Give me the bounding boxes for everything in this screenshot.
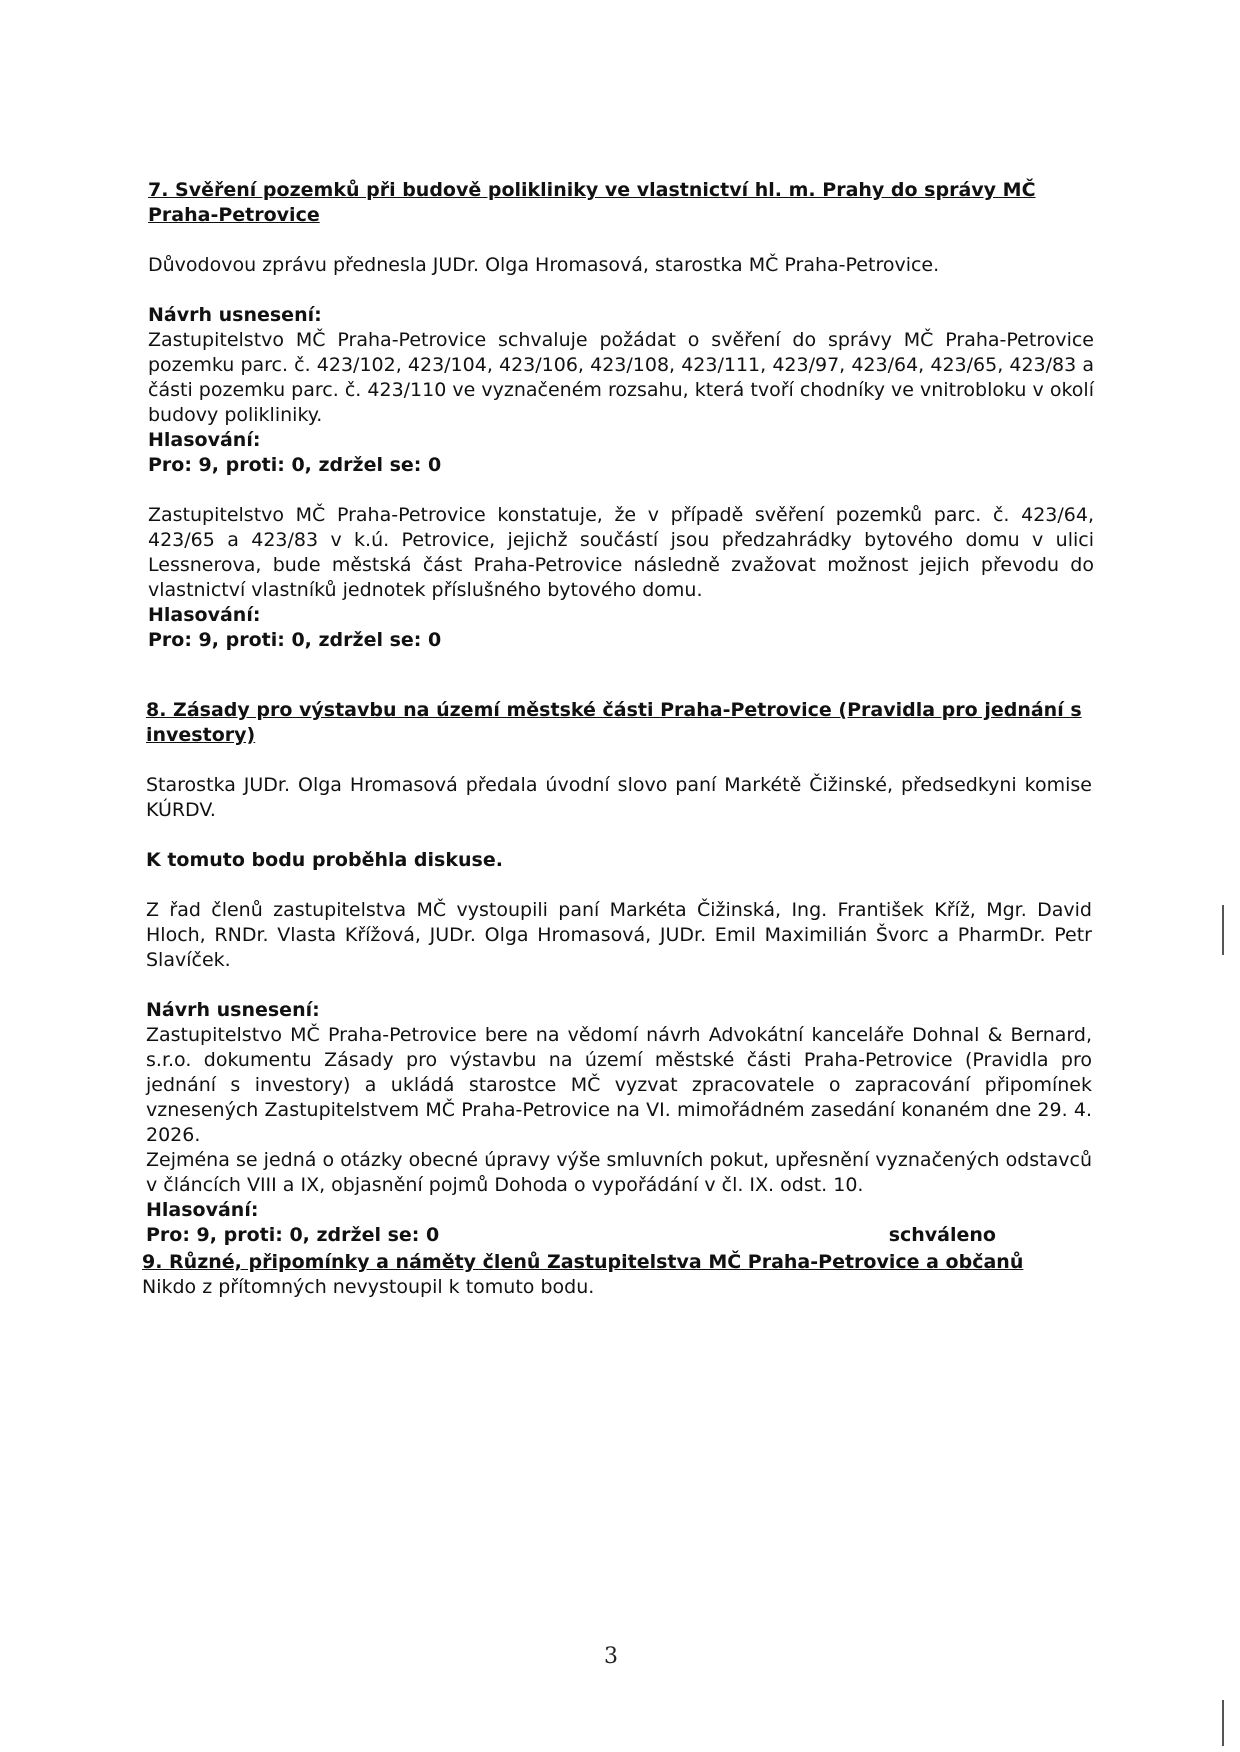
section-8-heading: 8. Zásady pro výstavbu na území městské části Praha-Petrovice (Pravidla pro jednání s investory) [146,699,1082,746]
section-8-discussion: K tomuto bodu proběhla diskuse. [146,849,503,871]
section-8-voting-result: Pro: 9, proti: 0, zdržel se: 0 [146,1224,440,1246]
section-7-intro: Důvodovou zprávu přednesla JUDr. Olga Hromasová, starostka MČ Praha-Petrovice. [148,254,940,276]
section-7-heading: 7. Svěření pozemků při budově polikliniky ve vlastnictví hl. m. Prahy do správy MČ Praha-Petrovice [148,179,1036,226]
section-8-voting-row [146,1223,1092,1248]
section-7-second-text: Zastupitelstvo MČ Praha-Petrovice konstatuje, že v případě svěření pozemků parc. č. 423/64, 423/65 a 423/83 v k.ú. Petrovice, jejichž součástí jsou předzahrádky bytového domu v ulici Lessnerova, bude městská část Praha-Petrovice následně zvažovat možnost jejich převodu do vlastnictví vlastníků jednotek příslušného bytového domu. [148,504,1094,601]
section-8-proposal-text: Zastupitelstvo MČ Praha-Petrovice bere na vědomí návrh Advokátní kanceláře Dohnal & Bernard, s.r.o. dokumentu Zásady pro výstavbu na území městské části Praha-Petrovice (Pravidla pro jednání s investory) a ukládá starostce MČ vyzvat zpracovatele o zapracování připomínek vznesených Zastupitelstvem MČ Praha-Petrovice na VI. mimořádném zasedání konaném dne 29. 4. 2026. [146,1024,1092,1146]
section-7-voting-result-2: Pro: 9, proti: 0, zdržel se: 0 [148,629,442,651]
section-7-proposal-text: Zastupitelstvo MČ Praha-Petrovice schvaluje požádat o svěření do správy MČ Praha-Petrovice pozemku parc. č. 423/102, 423/104, 423/106, 423/108, 423/111, 423/97, 423/64, 423/65, 423/83 a části pozemku parc. č. 423/110 ve vyznačeném rozsahu, která tvoří chodníky ve vnitrobloku v okolí budovy polikliniky. [148,329,1094,426]
section-7-proposal-label: Návrh usnesení: [148,304,322,326]
section-9-heading: 9. Různé, připomínky a náměty členů Zastupitelstva MČ Praha-Petrovice a občanů [142,1251,1024,1273]
page-number: 3 [604,1644,618,1669]
section-8-speakers: Z řad členů zastupitelstva MČ vystoupili paní Markéta Čižinská, Ing. František Kříž, Mgr. David Hloch, RNDr. Vlasta Křížová, JUDr. Olga Hromasová, JUDr. Emil Maximilián Švorc a PharmDr. Petr Slavíček. [146,899,1092,971]
section-7-voting-result: Pro: 9, proti: 0, zdržel se: 0 [148,454,442,476]
section-8 [146,698,1092,1248]
section-9-text: Nikdo z přítomných nevystoupil k tomuto bodu. [142,1276,595,1298]
section-8-intro: Starostka JUDr. Olga Hromasová předala úvodní slovo paní Markétě Čižinské, předsedkyni komise KÚRDV. [146,774,1092,821]
section-7-voting-label: Hlasování: [148,429,261,451]
section-7 [148,178,1094,653]
section-7-voting-label-2: Hlasování: [148,604,261,626]
section-9 [142,1250,1088,1300]
section-8-voting-label: Hlasování: [146,1199,259,1221]
section-8-proposal-text-2: Zejména se jedná o otázky obecné úpravy výše smluvních pokut, upřesnění vyznačených odstavců v článcích VIII a IX, objasnění pojmů Dohoda o vypořádání v čl. IX. odst. 10. [146,1149,1092,1196]
scan-margin-mark-bottom [1222,1700,1224,1746]
scan-margin-mark [1222,905,1224,955]
section-8-approved: schváleno [888,1224,996,1246]
section-8-proposal-label: Návrh usnesení: [146,999,320,1021]
